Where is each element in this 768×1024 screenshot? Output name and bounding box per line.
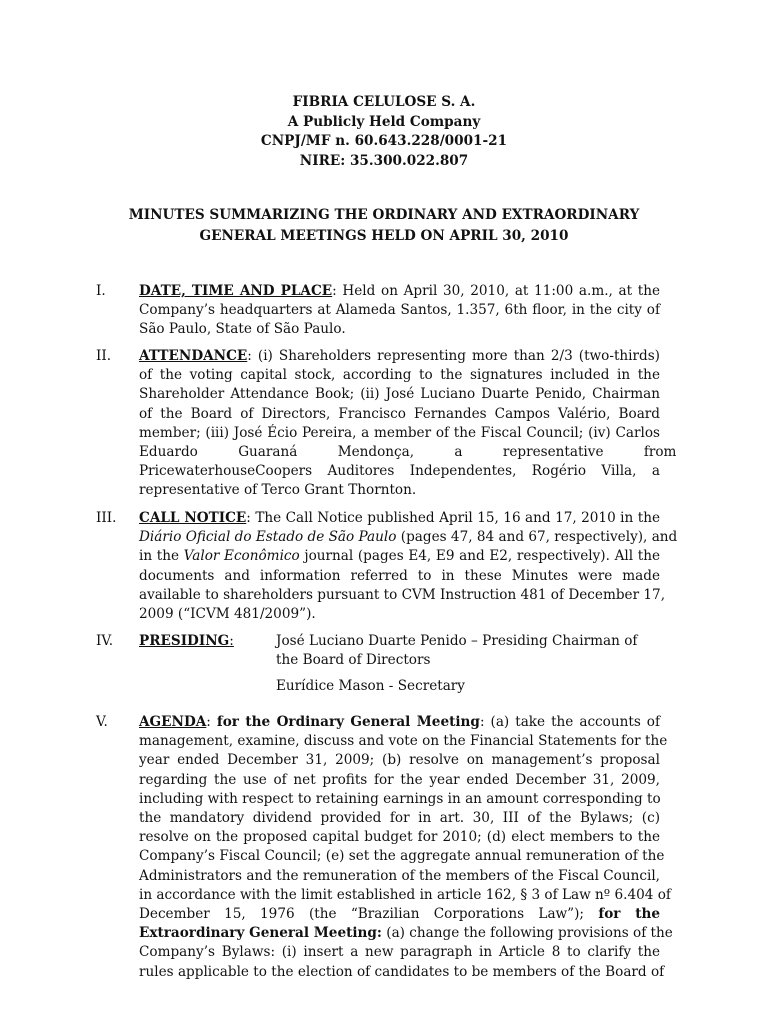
section-text: : (a) take the accounts of [479, 714, 661, 730]
section-text: Company’s Bylaws: (i) insert a new paragraph in Article 8 to clarify the [139, 944, 660, 961]
section-text: : The Call Notice published April 15, 16 and 17, 2010 in the [246, 510, 661, 526]
section-heading: AGENDA [139, 714, 207, 730]
section-text: São Paulo, State of São Paulo. [139, 321, 346, 338]
section-text: member; (iii) José Écio Pereira, a member of the Fiscal Council; (iv) Carlos [139, 424, 660, 441]
section-text: 2009 (“ICVM 481/2009”). [139, 606, 316, 623]
extraordinary-meeting-label: for the [598, 906, 661, 923]
cnpj-number: CNPJ/MF n. 60.643.228/0001-21 [260, 133, 508, 149]
company-type: A Publicly Held Company [287, 113, 481, 130]
section-text: December 15, 1976 (the “Brazilian Corporations Law”); [139, 906, 585, 923]
section-text: (pages 47, 84 and 67, respectively), and [396, 529, 678, 546]
nire-number: NIRE: 35.300.022.807 [299, 152, 469, 169]
section-text: Administrators and the remuneration of the members of the Fiscal Council, [139, 867, 660, 884]
section-text: of the voting capital stock, according to the signatures included in the [139, 367, 660, 384]
section-agenda [96, 713, 673, 982]
secretary: Eurídice Mason - Secretary [276, 678, 465, 695]
presiding-chairman: José Luciano Duarte Penido – Presiding Chairman of [276, 633, 638, 649]
section-heading: ATTENDANCE [139, 348, 248, 364]
company-header [0, 93, 768, 171]
section-heading: DATE, TIME AND PLACE [139, 283, 333, 299]
presiding-chairman-role: the Board of Directors [276, 652, 431, 669]
section-text: documents and information referred to in these Minutes were made [139, 567, 660, 584]
section-text: rules applicable to the election of candidates to be members of the Board of [139, 963, 665, 980]
section-heading: PRESIDING [139, 633, 230, 649]
section-number: I. [96, 283, 106, 299]
newspaper-name: Diário Oficial do Estado de São Paulo [139, 529, 397, 546]
title-line-2: GENERAL MEETINGS HELD ON APRIL 30, 2010 [199, 227, 569, 244]
ordinary-meeting-label: for the Ordinary General Meeting [216, 714, 480, 730]
section-colon: : [206, 714, 217, 730]
section-text: Company’s headquarters at Alameda Santos, 1.357, 6th floor, in the city of [139, 302, 660, 319]
section-number: IV. [96, 633, 114, 649]
section-text: of the Board of Directors, Francisco Fernandes Campos Valério, Board [139, 405, 660, 422]
section-text: resolve on the proposed capital budget for 2010; (d) elect members to the [139, 829, 660, 846]
section-text: : (i) Shareholders representing more than 2/3 (two-thirds) [247, 348, 660, 364]
section-colon: : [229, 633, 234, 649]
section-date-time-place [96, 282, 660, 340]
section-text: management, examine, discuss and vote on the Financial Statements for the [139, 733, 668, 750]
section-text: journal (pages E4, E9 and E2, respectively). All the [299, 548, 660, 565]
section-text: year ended December 31, 2009; (b) resolve on management’s proposal [139, 752, 660, 769]
section-number: V. [96, 714, 108, 730]
extraordinary-meeting-label: Extraordinary General Meeting: [139, 925, 382, 942]
section-attendance [96, 347, 677, 501]
section-text: representative of Terco Grant Thornton. [139, 482, 417, 499]
section-number: II. [96, 348, 112, 364]
newspaper-name: Valor Econômico [183, 548, 300, 565]
company-name: FIBRIA CELULOSE S. A. [292, 94, 476, 110]
section-text: Company’s Fiscal Council; (e) set the aggregate annual remuneration of the [139, 848, 665, 865]
section-text: Eduardo Guaraná Mendonça, a representative from [139, 444, 677, 461]
section-text: including with respect to retaining earnings in an amount corresponding to [139, 790, 661, 807]
section-text: in accordance with the limit established in article 162, § 3 of Law nº 6.404 of [139, 886, 671, 903]
section-number: III. [96, 510, 117, 526]
section-text: (a) change the following provisions of the [381, 925, 673, 942]
section-text: : Held on April 30, 2010, at 11:00 a.m., at the [332, 283, 660, 299]
section-text: regarding the use of net profits for the year ended December 31, 2009, [139, 771, 660, 788]
section-presiding [96, 632, 660, 702]
section-heading: CALL NOTICE [139, 510, 247, 526]
section-text: Shareholder Attendance Book; (ii) José Luciano Duarte Penido, Chairman [139, 386, 660, 403]
document-title [0, 205, 768, 246]
title-line-1: MINUTES SUMMARIZING THE ORDINARY AND EXTRAORDINARY [128, 207, 640, 223]
section-text: in the [139, 548, 184, 565]
section-call-notice [96, 509, 678, 624]
section-text: available to shareholders pursuant to CVM Instruction 481 of December 17, [139, 586, 666, 603]
section-text: PricewaterhouseCoopers Auditores Independentes, Rogério Villa, a [139, 463, 660, 480]
section-text: the mandatory dividend provided for in art. 30, III of the Bylaws; (c) [139, 810, 660, 827]
